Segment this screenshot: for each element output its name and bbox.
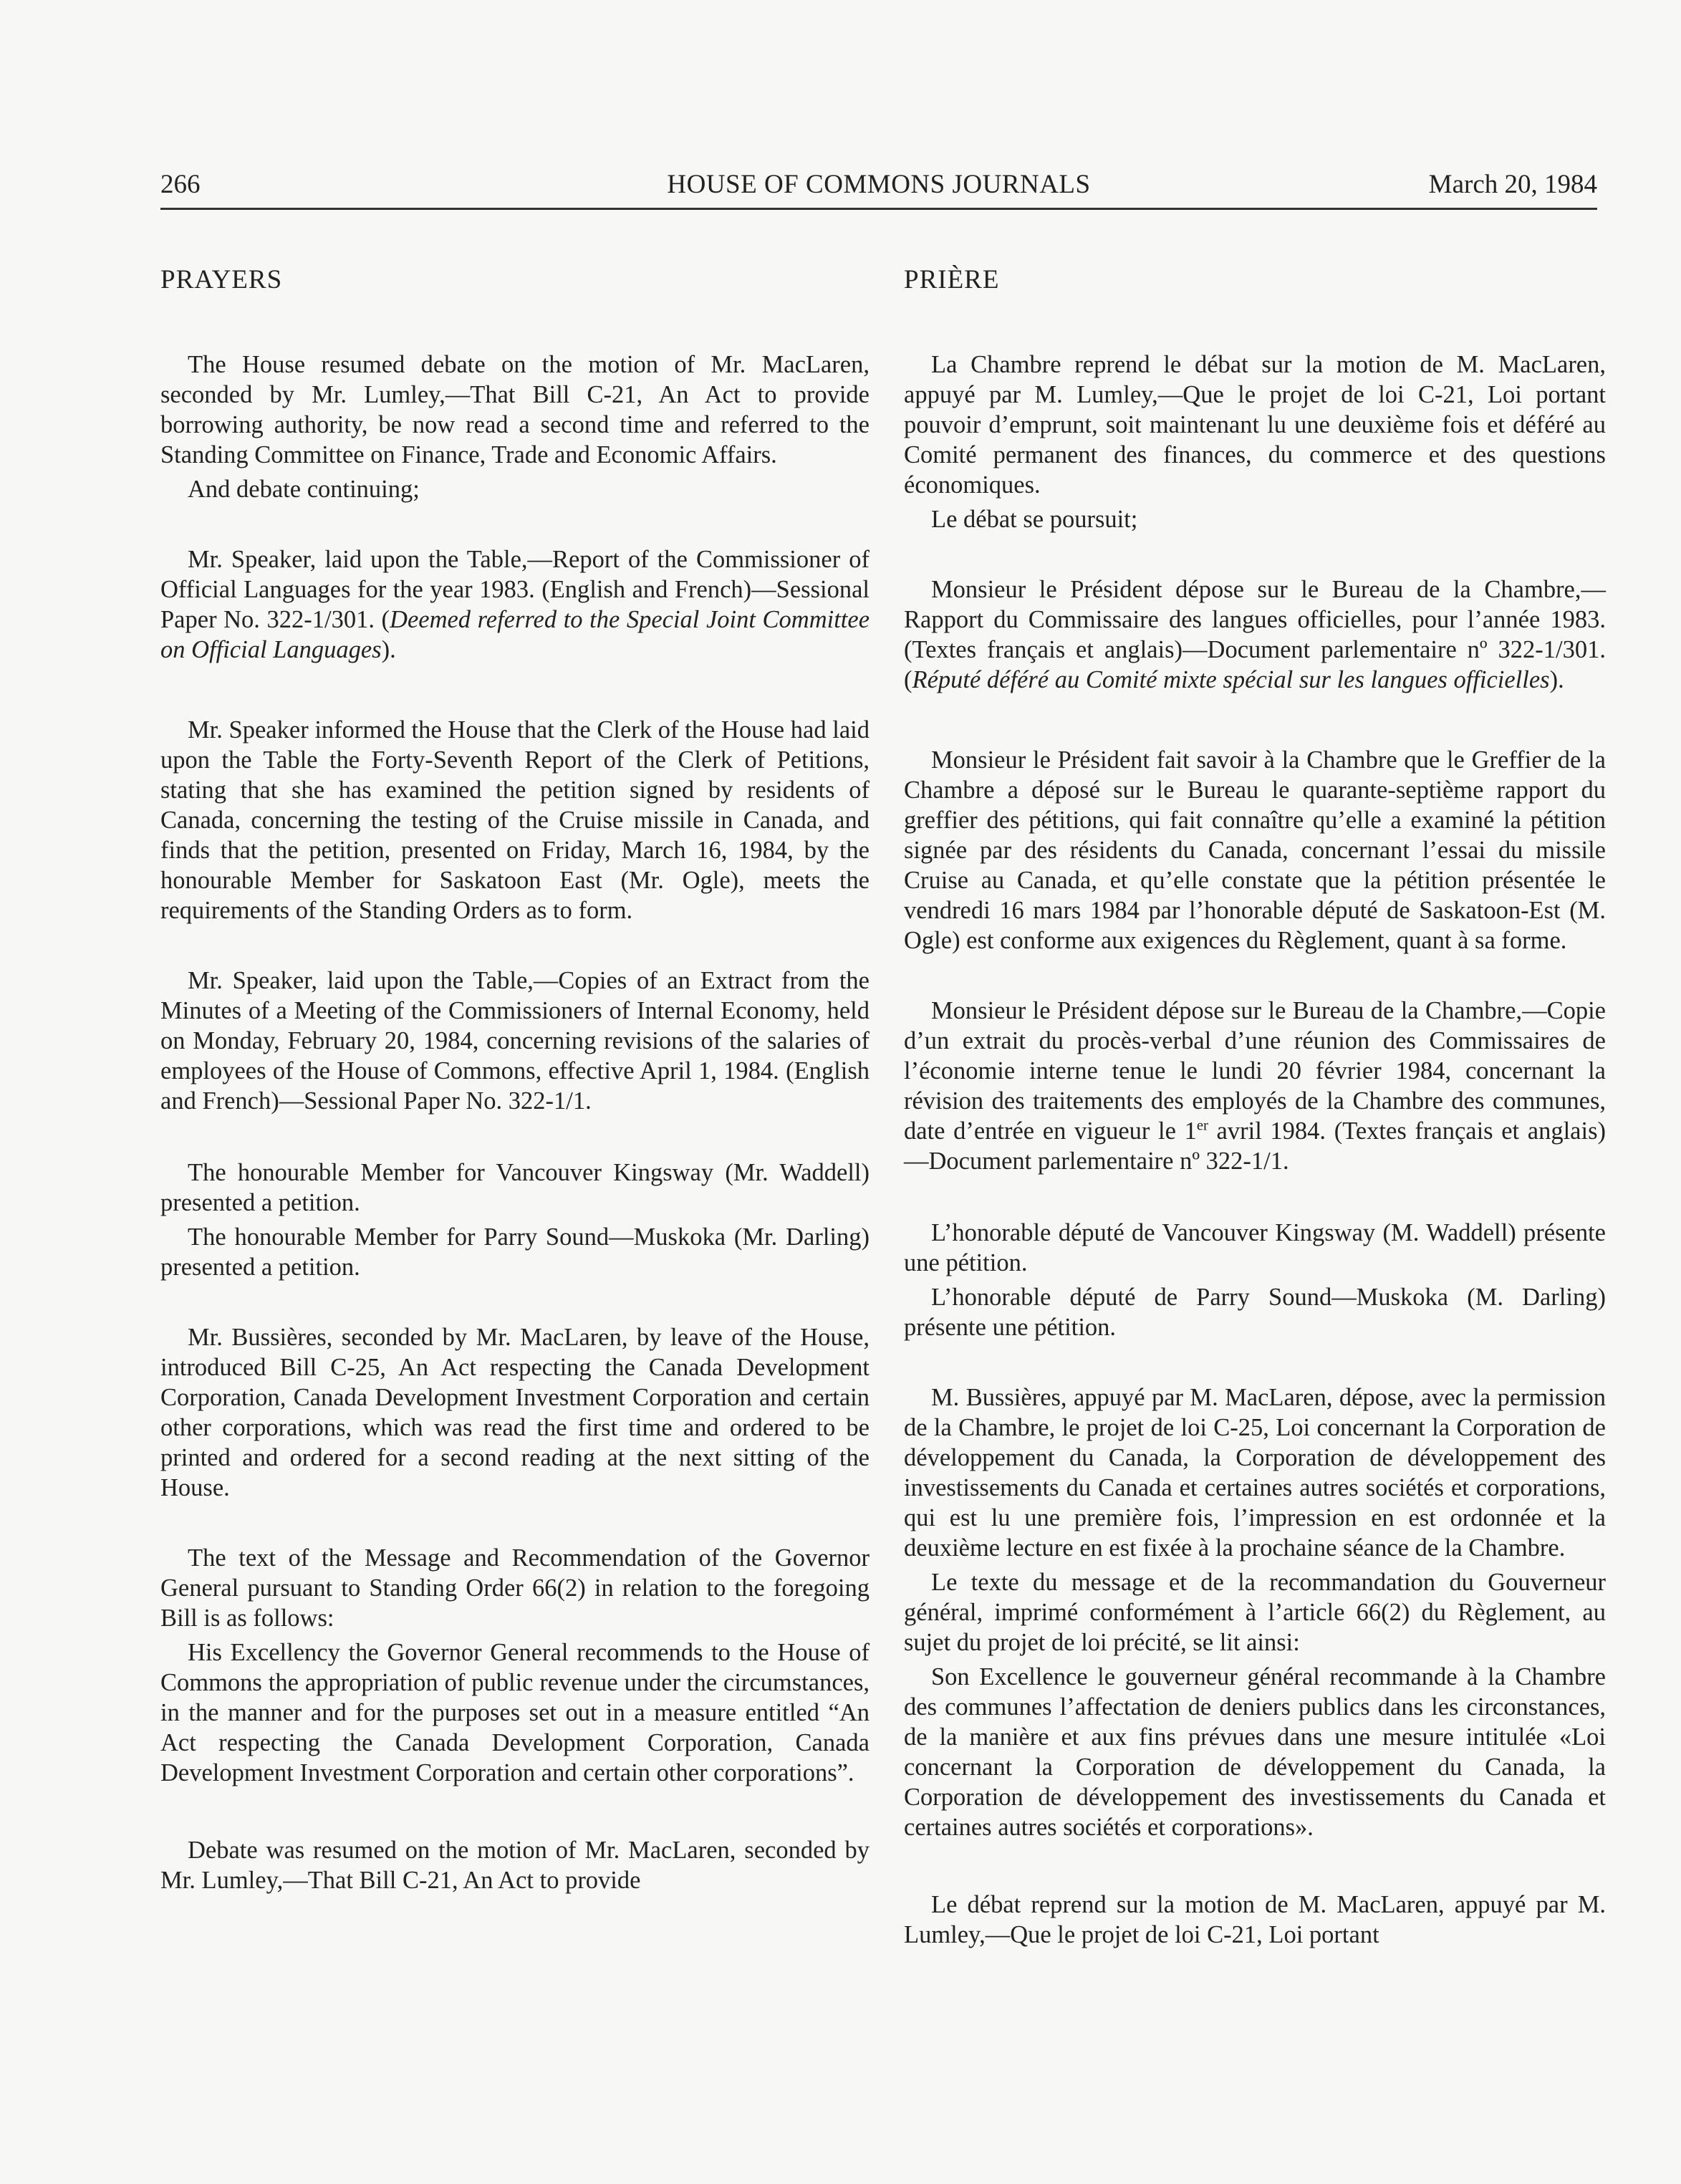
en-paragraph-internal-economy: Mr. Speaker, laid upon the Table,—Copies of an Extract from the Minutes of a Meeting of the Commissioners of Internal Economy, held on Monday, February 20, 1984, concerning revisions of the salaries of employees of the House of Commons, effective April 1, 1984. (English and French)—Sessional Paper No. 322-1/1. <box>160 967 870 1115</box>
fr-paragraph-debate-resumed: Le débat reprend sur la motion de M. MacLaren, appuyé par M. Lumley,—Que le projet de loi C-21, Loi portant <box>904 1891 1606 1948</box>
fr-paragraph-petitions-report: Monsieur le Président fait savoir à la Chambre que le Greffier de la Chambre a déposé sur le Bureau le quarante-septième rapport du greffier des pétitions, qui fait connaître qu’elle a examiné la pétition signée par des résidents du Canada, concernant l’essai du missile Cruise au Canada, et qu’elle constate que la pétition présentée le vendredi 16 mars 1984 par l’honorable député de Saskatoon-Est (M. Ogle) est conforme aux exigences du Règlement, quant à sa forme. <box>904 746 1606 954</box>
page-header <box>160 165 1597 210</box>
fr-paragraph-petition-darling: L’honorable député de Parry Sound—Muskoka (M. Darling) présente une pétition. <box>904 1284 1606 1341</box>
fr-paragraph-commissioner-report: Monsieur le Président dépose sur le Bureau de la Chambre,—Rapport du Commissaire des langues officielles, pour l’année 1983. (Textes français et anglais)—Document parlementaire nº 322-1/301. (Réputé déféré au Comité mixte spécial sur les langues officielles). <box>904 576 1606 693</box>
en-paragraph-bill-c25: Mr. Bussières, seconded by Mr. MacLaren, by leave of the House, introduced Bill C-25, An Act respecting the Canada Development Corporation, Canada Development Investment Corporation and certain other corporations, which was read the first time and ordered to be printed and ordered for a second reading at the next sitting of the House. <box>160 1324 870 1501</box>
en-paragraph-message-intro: The text of the Message and Recommendation of the Governor General pursuant to Standing Order 66(2) in relation to the foregoing Bill is as follows: <box>160 1544 870 1632</box>
fr-paragraph-internal-economy: Monsieur le Président dépose sur le Bureau de la Chambre,—Copie d’un extrait du procès-verbal d’une réunion des Commissaires de l’économie interne tenue le lundi 20 février 1984, concernant la révision des traitements des employés de la Chambre des communes, date d’entrée en vigueur le 1er avril 1984. (Textes français et anglais)—Document parlementaire nº 322-1/1. <box>904 997 1606 1175</box>
french-heading: PRIÈRE <box>904 265 1000 294</box>
journal-date: March 20, 1984 <box>1428 170 1597 199</box>
french-column <box>904 265 1606 1950</box>
fr-paragraph-bill-c25: M. Bussières, appuyé par M. MacLaren, dépose, avec la permission de la Chambre, le projet de loi C-25, Loi concernant la Corporation de développement du Canada, la Corporation de développement des investissements du Canada et certaines autres sociétés et corporations, qui est lu une première fois, l’impression en est ordonnée et la deuxième lecture en est fixée à la prochaine séance de la Chambre. <box>904 1384 1606 1562</box>
en-paragraph-petitions-report: Mr. Speaker informed the House that the Clerk of the House had laid upon the Table the Forty-Seventh Report of the Clerk of Petitions, stating that she has examined the petition signed by residents of Canada, concerning the testing of the Cruise missile in Canada, and finds that the petition, presented on Friday, March 16, 1984, by the honourable Member for Saskatoon East (Mr. Ogle), meets the requirements of the Standing Orders as to form. <box>160 716 870 924</box>
en-paragraph-resumed-debate: The House resumed debate on the motion of Mr. MacLaren, seconded by Mr. Lumley,—That Bill C-21, An Act to provide borrowing authority, be now read a second time and referred to the Standing Committee on Finance, Trade and Economic Affairs. <box>160 351 870 468</box>
en-paragraph-debate-continuing: And debate continuing; <box>188 476 420 503</box>
fr-paragraph-message-intro: Le texte du message et de la recommandation du Gouverneur général, imprimé conformément à l’article 66(2) du Règlement, au sujet du projet de loi précité, se lit ainsi: <box>904 1569 1606 1656</box>
en-paragraph-commissioner-report: Mr. Speaker, laid upon the Table,—Report of the Commissioner of Official Languages for the year 1983. (English and French)—Sessional Paper No. 322-1/301. (Deemed referred to the Special Joint Committee on Official Languages). <box>160 546 870 663</box>
en-paragraph-petition-waddell: The honourable Member for Vancouver Kingsway (Mr. Waddell) presented a petition. <box>160 1159 870 1216</box>
en-deemed-referred: Deemed referred to the Special Joint Committee on Official Languages <box>160 606 870 663</box>
fr-deemed-referred: Réputé déféré au Comité mixte spécial sur les langues officielles <box>912 666 1550 693</box>
english-column <box>160 265 870 1895</box>
fr-paragraph-debate-continuing: Le débat se poursuit; <box>931 506 1138 533</box>
en-paragraph-petition-darling: The honourable Member for Parry Sound—Muskoka (Mr. Darling) presented a petition. <box>160 1223 870 1281</box>
en-paragraph-debate-resumed: Debate was resumed on the motion of Mr. MacLaren, seconded by Mr. Lumley,—That Bill C-21, An Act to provide <box>160 1837 870 1894</box>
fr-paragraph-resumed-debate: La Chambre reprend le débat sur la motion de M. MacLaren, appuyé par M. Lumley,—Que le projet de loi C-21, Loi portant pouvoir d’emprunt, soit maintenant lu une deuxième fois et déféré au Comité permanent des finances, du commerce et des questions économiques. <box>904 351 1606 499</box>
journal-title: HOUSE OF COMMONS JOURNALS <box>667 170 1091 199</box>
page-number: 266 <box>160 170 201 199</box>
fr-paragraph-recommendation: Son Excellence le gouverneur général recommande à la Chambre des communes l’affectation de deniers publics dans les circonstances, de la manière et aux fins prévues dans une mesure intitulée «Loi concernant la Corporation de développement du Canada, la Corporation de développement des investissements du Canada et certaines autres sociétés et corporations». <box>904 1663 1606 1841</box>
english-heading: PRAYERS <box>160 265 283 294</box>
en-paragraph-recommendation: His Excellency the Governor General recommends to the House of Commons the appropriation of public revenue under the circumstances, in the manner and for the purposes set out in a measure entitled “An Act respecting the Canada Development Corporation, Canada Development Investment Corporation and certain other corporations”. <box>160 1639 870 1786</box>
fr-paragraph-petition-waddell: L’honorable député de Vancouver Kingsway (M. Waddell) présente une pétition. <box>904 1219 1606 1276</box>
